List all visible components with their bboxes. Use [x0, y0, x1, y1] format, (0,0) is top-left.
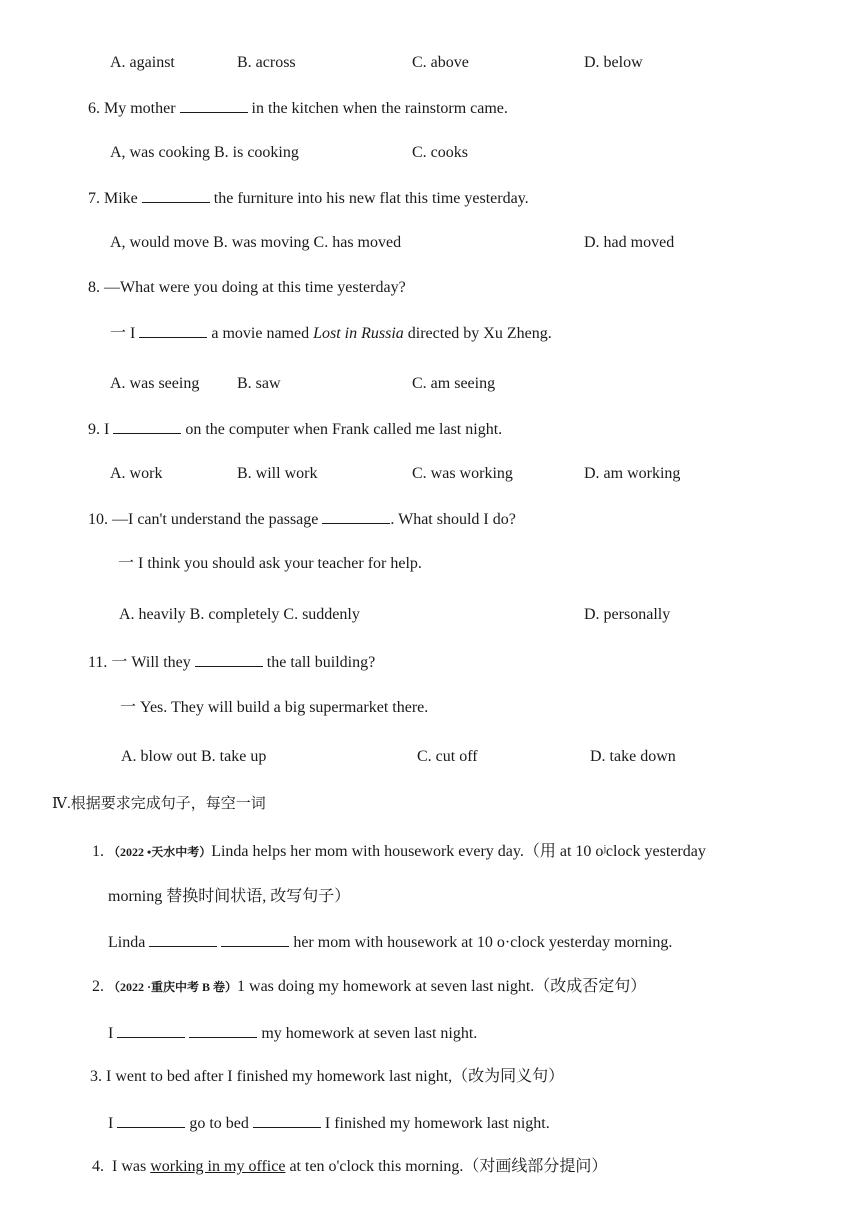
- item-text: Linda helps her mom with housework every day.（用 at 10 oʲclock yesterday: [211, 843, 706, 860]
- option-a: A. against: [110, 54, 175, 71]
- item-text: I was: [112, 1158, 151, 1175]
- item-1: [92, 842, 706, 862]
- source-tag: （2022 ·重庆中考 B 卷）: [108, 980, 238, 994]
- movie-title: Lost in Russia: [313, 325, 404, 342]
- item-1-instruction: morning 替换时间状语, 改写句子）: [108, 888, 351, 905]
- question-text: the furniture into his new flat this time yesterday.: [209, 190, 529, 207]
- option-b: B. saw: [237, 375, 281, 392]
- item-1-answer: [108, 932, 672, 953]
- question-6: [88, 98, 508, 119]
- option-c: C. was working: [412, 465, 513, 482]
- answer-blank: [253, 1113, 321, 1128]
- option-a: A. work: [110, 465, 163, 482]
- item-4: [92, 1157, 607, 1177]
- item-text: at ten o'clock this morning.（对画线部分提问）: [285, 1158, 608, 1175]
- option-c: C. cut off: [417, 748, 478, 765]
- option-d: D. below: [584, 54, 643, 71]
- option-b: B. will work: [237, 465, 318, 482]
- question-7: [88, 188, 529, 209]
- item-3-answer: [108, 1113, 550, 1134]
- answer-text: 一 I: [110, 325, 140, 342]
- option-c: C. cooks: [412, 144, 468, 161]
- question-8: 8. —What were you doing at this time yesterday?: [88, 279, 406, 296]
- answer-blank: [139, 323, 207, 338]
- answer-text: a movie named: [207, 325, 314, 342]
- answer-blank: [117, 1023, 185, 1038]
- question-text: 6. My mother: [88, 100, 180, 117]
- answer-blank: [195, 652, 263, 667]
- question-text: on the computer when Frank called me last night.: [181, 421, 503, 438]
- answer-text: I: [108, 1115, 118, 1132]
- answer-blank: [189, 1023, 257, 1038]
- answer-text: directed by Xu Zheng.: [403, 325, 552, 342]
- item-2: [92, 977, 646, 997]
- option-abc: A. heavily B. completely C. suddenly: [119, 606, 360, 623]
- answer-text: I finished my homework last night.: [320, 1115, 550, 1132]
- answer-blank: [113, 419, 181, 434]
- question-8-answer: [110, 323, 552, 344]
- answer-blank: [221, 932, 289, 947]
- item-number: 4.: [92, 1158, 104, 1175]
- question-text: 11. 一 Will they: [88, 654, 195, 671]
- question-text: the tall building?: [262, 654, 376, 671]
- option-abc: A, would move B. was moving C. has moved: [110, 234, 402, 251]
- question-11-answer: 一 Yes. They will build a big supermarket there.: [120, 699, 429, 716]
- item-number: 1.: [92, 843, 104, 860]
- answer-text: I: [108, 1025, 118, 1042]
- source-tag: （2022 •天水中考）: [108, 845, 212, 859]
- question-text: . What should I do?: [390, 511, 516, 528]
- question-text: 10. —I can't understand the passage: [88, 511, 323, 528]
- item-number: 2.: [92, 978, 104, 995]
- answer-blank: [117, 1113, 185, 1128]
- option-d: D. take down: [590, 748, 676, 765]
- section-title: Ⅳ.根据要求完成句子，每空一词: [52, 796, 266, 812]
- answer-text: her mom with housework at 10 o·clock yesterday morning.: [289, 934, 673, 951]
- option-ab: A. blow out B. take up: [121, 748, 267, 765]
- option-c: C. above: [412, 54, 469, 71]
- answer-text: go to bed: [185, 1115, 253, 1132]
- item-2-answer: [108, 1023, 477, 1044]
- question-10: [88, 509, 516, 530]
- answer-blank: [180, 98, 248, 113]
- question-text: 9. I: [88, 421, 114, 438]
- answer-text: my homework at seven last night.: [257, 1025, 478, 1042]
- question-11: [88, 652, 375, 673]
- question-9: [88, 419, 502, 440]
- option-a: A. was seeing: [110, 375, 200, 392]
- underlined-phrase: working in my office: [150, 1158, 286, 1175]
- item-3: 3. I went to bed after I finished my homework last night,（改为同义句）: [90, 1068, 565, 1085]
- option-ab: A, was cooking B. is cooking: [110, 144, 299, 161]
- option-c: C. am seeing: [412, 375, 496, 392]
- answer-blank: [149, 932, 217, 947]
- question-text: 7. Mike: [88, 190, 142, 207]
- answer-text: Linda: [108, 934, 150, 951]
- answer-blank: [142, 188, 210, 203]
- question-text: in the kitchen when the rainstorm came.: [247, 100, 508, 117]
- item-text: 1 was doing my homework at seven last night.（改成否定句）: [237, 978, 647, 995]
- question-10-answer: 一 I think you should ask your teacher for help.: [118, 555, 422, 572]
- option-d: D. personally: [584, 606, 671, 623]
- answer-blank: [322, 509, 390, 524]
- option-d: D. am working: [584, 465, 681, 482]
- option-d: D. had moved: [584, 234, 675, 251]
- option-b: B. across: [237, 54, 296, 71]
